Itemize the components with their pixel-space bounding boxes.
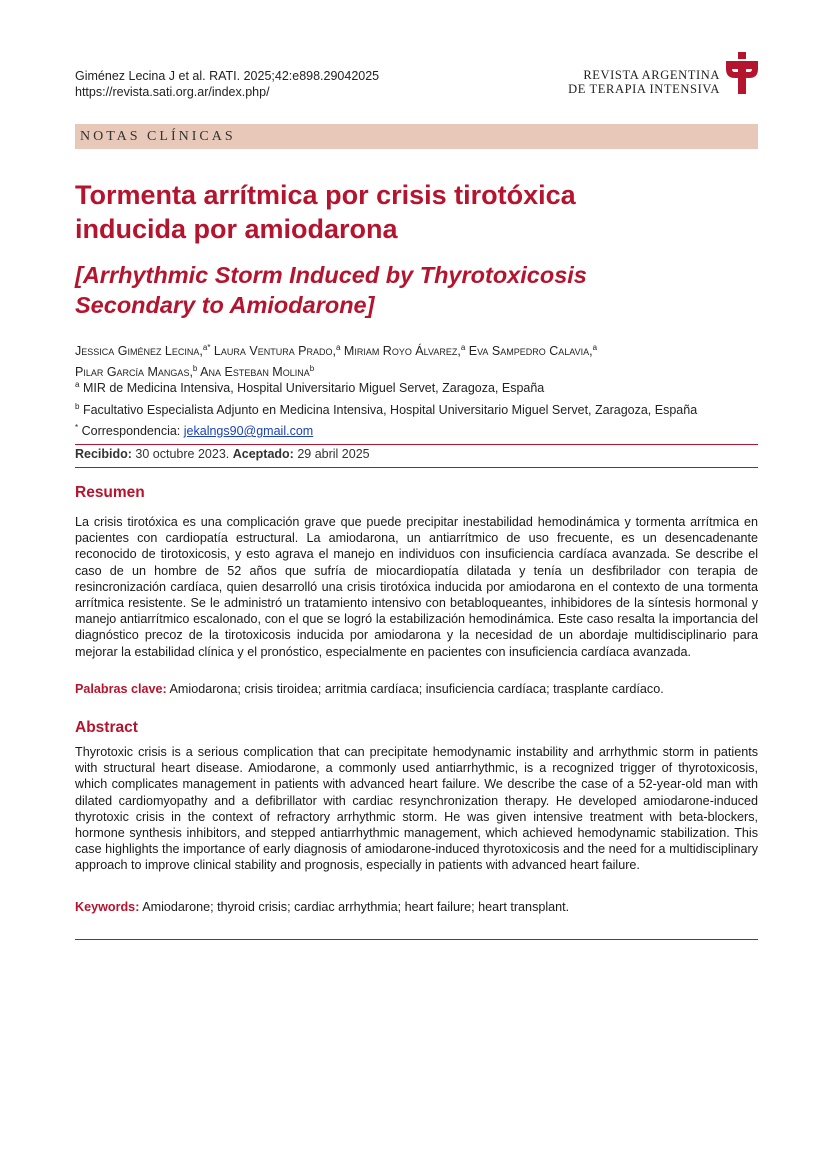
- affiliation-a: [75, 377, 544, 396]
- journal-url[interactable]: https://revista.sati.org.ar/index.php/: [75, 85, 270, 99]
- author-sup: a: [592, 343, 598, 352]
- article-dates: [75, 447, 370, 461]
- abstract-heading: Abstract: [75, 719, 138, 736]
- abstract-text: Thyrotoxic crisis is a serious complication that can precipitate hemodynamic instability and arrhythmic storm in patients with structural heart disease. Amiodarone, a commonly used antiarrhythmic, is a recognized trigger of thyrotoxicosis, which complicates management in patients with advanced heart failure. We describe the case of a 52-year-old man with dilated cardiomyopathy and a defibrillator with cardiac resynchronization therapy. He developed amiodarone-induced thyrotoxic crisis in the context of refractory arrhythmic storm. He was given intensive treatment with beta-blockers, hormone synthesis inhibitors, and stepped antiarrhythmic management, which achieved hemodynamic stabilization. This case highlights the importance of early diagnosis of amiodarone-induced thyrotoxicosis and the need for a multidisciplinary approach to improve clinical stability and prognosis, especially in patients with advanced heart failure.: [75, 745, 758, 873]
- author-name: Miriam Royo Álvarez,: [343, 344, 461, 359]
- affiliation-mark: b: [75, 402, 80, 411]
- affiliation-b: [75, 399, 697, 418]
- received-label: Recibido:: [75, 447, 132, 461]
- author-name: Ana Esteban Molina: [200, 365, 310, 380]
- correspondence-mark: *: [75, 423, 79, 432]
- section-band: [75, 124, 758, 149]
- author-sup: a: [460, 343, 466, 352]
- author-list: [75, 339, 758, 381]
- section-label: NOTAS CLÍNICAS: [80, 129, 236, 144]
- correspondence: [75, 420, 313, 439]
- author-name: Pilar García Mangas,: [75, 365, 193, 380]
- title-es-line2: inducida por amiodarona: [75, 214, 398, 244]
- palabras-clave-label: Palabras clave:: [75, 682, 167, 696]
- journal-name-line2: DE TERAPIA INTENSIVA: [568, 82, 720, 96]
- affiliation-text: MIR de Medicina Intensiva, Hospital Universitario Miguel Servet, Zaragoza, España: [82, 381, 545, 396]
- palabras-clave: [75, 681, 758, 697]
- keywords-label: Keywords:: [75, 900, 140, 914]
- citation-text: Giménez Lecina J et al. RATI. 2025;42:e898.29042025: [75, 69, 380, 83]
- title-es-line1: Tormenta arrítmica por crisis tirotóxica: [75, 180, 576, 210]
- accepted-date: 29 abril 2025: [293, 447, 370, 461]
- accepted-label: Aceptado:: [232, 447, 294, 461]
- author-name: Eva Sampedro Calavia,: [468, 344, 593, 359]
- author-name: Laura Ventura Prado,: [213, 344, 336, 359]
- title-en-line2: Secondary to Amiodarone]: [75, 292, 375, 318]
- received-date: 30 octubre 2023.: [131, 447, 233, 461]
- keywords: [75, 899, 758, 915]
- author-sup: a: [335, 343, 341, 352]
- divider: [75, 939, 758, 940]
- journal-name: [568, 68, 720, 96]
- author-sup: a*: [202, 343, 211, 352]
- resumen-text: La crisis tirotóxica es una complicación grave que puede precipitar inestabilidad hemodinámica y tormenta arrítmica en pacientes con cardiopatía estructural. La amiodarona, un antiarrítmico de uso frecuente, es un desencadenante reconocido de tirotoxicosis, y esto agrava el manejo en individuos con insuficiencia cardíaca avanzada. Se describe el caso de un hombre de 52 años que sufría de miocardiopatía dilatada y tenía un desfibrilador con terapia de resincronización cardíaca, quien desarrolló una crisis tirotóxica inducida por amiodarona en el contexto de una tormenta arrítmica resistente. Se le administró un tratamiento intensivo con betabloqueantes, inhibidores de la síntesis hormonal y manejo antiarrítmico escalonado, con el que se logró la estabilización hemodinámica. Este caso resalta la importancia del diagnóstico precoz de la tirotoxicosis inducida por amiodarona y la necesidad de un abordaje multidisciplinario para mejorar la estabilidad clínica y el pronóstico, especialmente en pacientes con insuficiencia cardíaca avanzada.: [75, 515, 758, 659]
- palabras-clave-text: Amiodarona; crisis tiroidea; arritmia cardíaca; insuficiencia cardíaca; trasplante cardíaco.: [166, 682, 664, 696]
- title-en-line1: [Arrhythmic Storm Induced by Thyrotoxicosis: [75, 262, 587, 288]
- author-name: Jessica Giménez Lecina,: [75, 344, 203, 359]
- divider: [75, 467, 758, 468]
- correspondence-email-link[interactable]: jekalngs90@gmail.com: [183, 424, 314, 439]
- rati-logo-icon: [726, 52, 758, 94]
- journal-name-line1: REVISTA ARGENTINA: [583, 68, 720, 82]
- author-sup: b: [309, 364, 315, 374]
- author-sup: b: [192, 364, 198, 374]
- keywords-text: Amiodarone; thyroid crisis; cardiac arrhythmia; heart failure; heart transplant.: [139, 900, 570, 914]
- affiliation-mark: a: [75, 380, 80, 389]
- article-title-es: [75, 178, 758, 246]
- divider: [75, 444, 758, 445]
- article-title-en: [75, 260, 758, 320]
- affiliation-text: Facultativo Especialista Adjunto en Medicina Intensiva, Hospital Universitario Miguel Servet, Zaragoza, España: [82, 403, 698, 418]
- correspondence-label: Correspondencia:: [81, 424, 184, 439]
- citation-header: [75, 68, 379, 100]
- resumen-heading: Resumen: [75, 484, 145, 501]
